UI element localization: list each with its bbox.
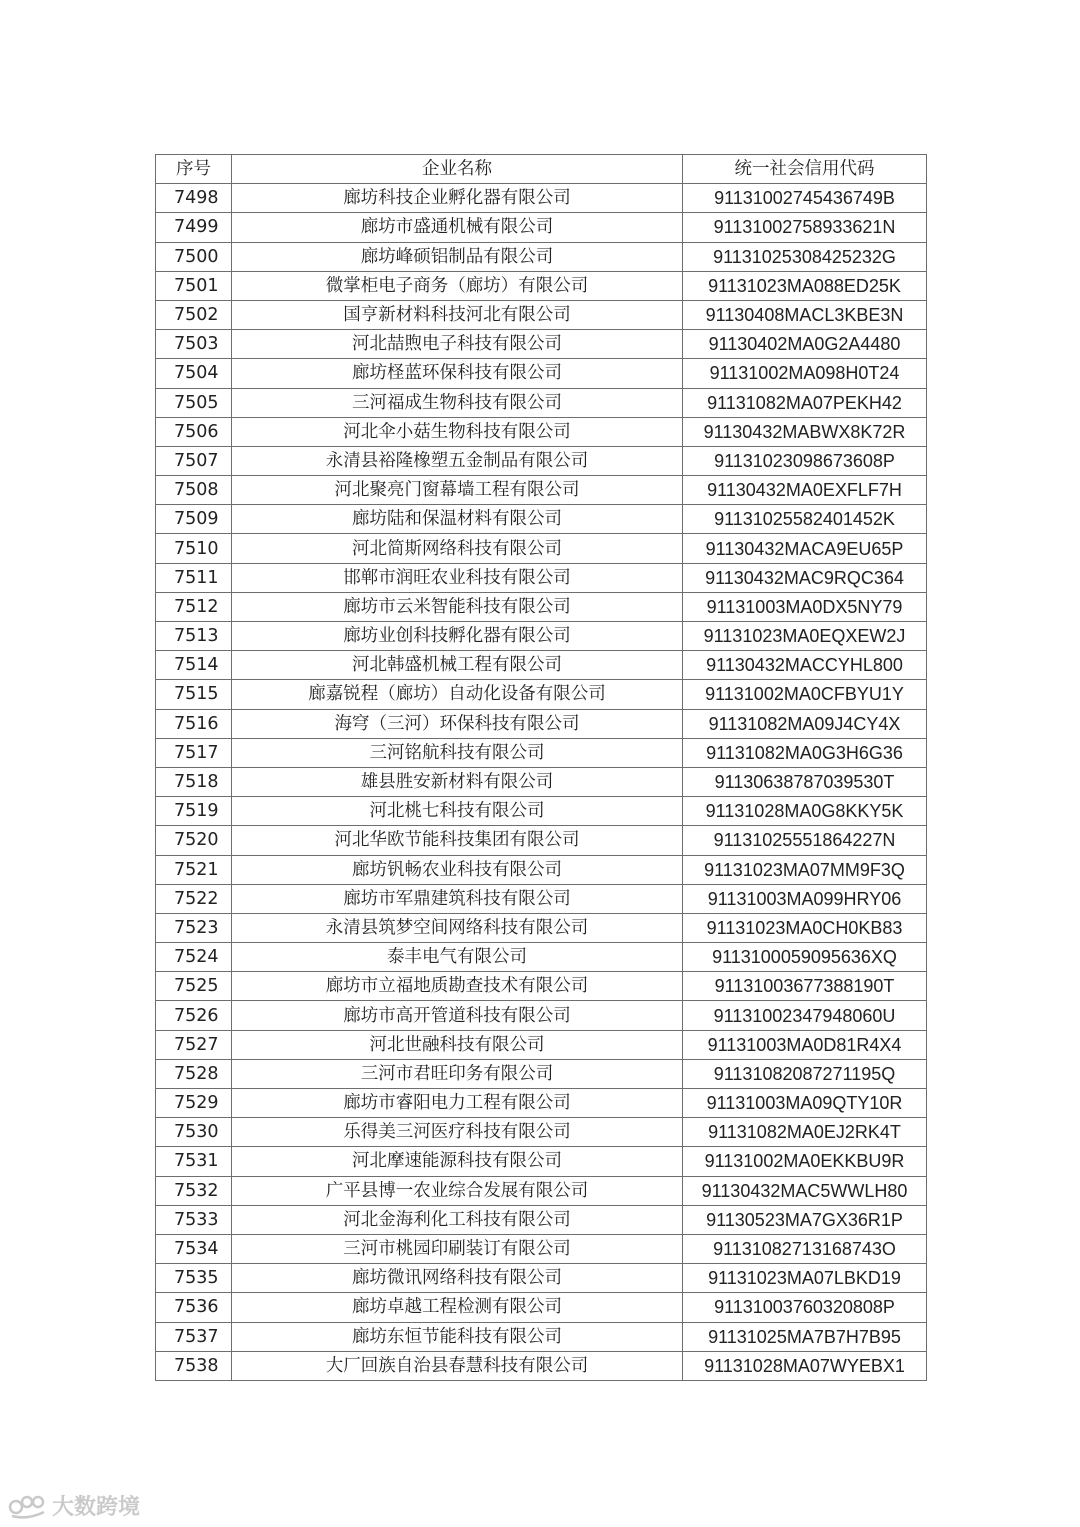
row-seq: 7499	[156, 213, 232, 242]
table-row	[156, 446, 927, 475]
row-company-name: 邯郸市润旺农业科技有限公司	[232, 563, 683, 592]
row-company-name: 河北金海利化工科技有限公司	[232, 1205, 683, 1234]
row-credit-code: 91131002758933621N	[683, 213, 927, 242]
row-company-name: 三河铭航科技有限公司	[232, 738, 683, 767]
row-company-name: 廊坊东恒节能科技有限公司	[232, 1322, 683, 1351]
row-credit-code: 91131003MA099HRY06	[683, 884, 927, 913]
table-row	[156, 651, 927, 680]
row-credit-code: 91131082087271195Q	[683, 1059, 927, 1088]
table-row	[156, 1030, 927, 1059]
row-company-name: 三河市君旺印务有限公司	[232, 1059, 683, 1088]
row-credit-code: 91131002MA098H0T24	[683, 359, 927, 388]
table-row	[156, 1147, 927, 1176]
table-row	[156, 738, 927, 767]
table-header-row	[156, 155, 927, 184]
row-credit-code: 91130432MA0EXFLF7H	[683, 476, 927, 505]
row-company-name: 国亨新材料科技河北有限公司	[232, 300, 683, 329]
table-row	[156, 1001, 927, 1030]
row-credit-code: 91131028MA07WYEBX1	[683, 1351, 927, 1380]
row-company-name: 廊坊业创科技孵化器有限公司	[232, 622, 683, 651]
row-company-name: 廊坊钒畅农业科技有限公司	[232, 855, 683, 884]
row-credit-code: 91131003MA09QTY10R	[683, 1089, 927, 1118]
row-company-name: 雄县胜安新材料有限公司	[232, 767, 683, 796]
row-company-name: 河北世融科技有限公司	[232, 1030, 683, 1059]
row-company-name: 廊坊峰硕铝制品有限公司	[232, 242, 683, 271]
row-credit-code: 91131082MA09J4CY4X	[683, 709, 927, 738]
row-company-name: 大厂回族自治县春慧科技有限公司	[232, 1351, 683, 1380]
row-company-name: 微掌柜电子商务（廊坊）有限公司	[232, 271, 683, 300]
row-company-name: 广平县博一农业综合发展有限公司	[232, 1176, 683, 1205]
row-credit-code: 91131002MA0EKKBU9R	[683, 1147, 927, 1176]
row-company-name: 泰丰电气有限公司	[232, 943, 683, 972]
table-row	[156, 213, 927, 242]
row-seq: 7501	[156, 271, 232, 300]
row-seq: 7509	[156, 505, 232, 534]
row-seq: 7530	[156, 1118, 232, 1147]
row-seq: 7507	[156, 446, 232, 475]
row-seq: 7527	[156, 1030, 232, 1059]
row-credit-code: 91130432MAC9RQC364	[683, 563, 927, 592]
row-seq: 7516	[156, 709, 232, 738]
company-table	[155, 154, 927, 1381]
row-credit-code: 91131003MA0D81R4X4	[683, 1030, 927, 1059]
table-row	[156, 592, 927, 621]
table-row	[156, 1176, 927, 1205]
row-seq: 7531	[156, 1147, 232, 1176]
row-seq: 7498	[156, 184, 232, 213]
row-credit-code: 91131003760320808P	[683, 1293, 927, 1322]
row-seq: 7506	[156, 417, 232, 446]
row-company-name: 永清县裕隆橡塑五金制品有限公司	[232, 446, 683, 475]
row-seq: 7513	[156, 622, 232, 651]
table-row	[156, 709, 927, 738]
row-credit-code: 91130432MACCYHL800	[683, 651, 927, 680]
row-credit-code: 91131002745436749B	[683, 184, 927, 213]
row-credit-code: 91131025308425232G	[683, 242, 927, 271]
row-seq: 7504	[156, 359, 232, 388]
table-row	[156, 1059, 927, 1088]
row-seq: 7524	[156, 943, 232, 972]
row-company-name: 廊坊市立福地质勘查技术有限公司	[232, 972, 683, 1001]
row-company-name: 廊嘉锐程（廊坊）自动化设备有限公司	[232, 680, 683, 709]
row-seq: 7535	[156, 1264, 232, 1293]
table-row	[156, 330, 927, 359]
row-seq: 7537	[156, 1322, 232, 1351]
header-company-name: 企业名称	[232, 155, 683, 184]
row-company-name: 河北伞小菇生物科技有限公司	[232, 417, 683, 446]
table-row	[156, 884, 927, 913]
row-company-name: 海穹（三河）环保科技有限公司	[232, 709, 683, 738]
table-row	[156, 767, 927, 796]
row-credit-code: 91131003677388190T	[683, 972, 927, 1001]
watermark	[8, 1490, 140, 1521]
row-company-name: 廊坊市高开管道科技有限公司	[232, 1001, 683, 1030]
company-table-container	[155, 154, 926, 1381]
table-row	[156, 943, 927, 972]
brand-logo-icon	[8, 1492, 48, 1520]
row-seq: 7522	[156, 884, 232, 913]
row-company-name: 廊坊陆和保温材料有限公司	[232, 505, 683, 534]
table-row	[156, 534, 927, 563]
header-seq: 序号	[156, 155, 232, 184]
watermark-text: 大数跨境	[52, 1495, 141, 1520]
table-row	[156, 855, 927, 884]
row-credit-code: 91131028MA0G8KKY5K	[683, 797, 927, 826]
row-seq: 7526	[156, 1001, 232, 1030]
table-row	[156, 476, 927, 505]
row-seq: 7528	[156, 1059, 232, 1088]
row-company-name: 廊坊市军鼎建筑科技有限公司	[232, 884, 683, 913]
row-company-name: 河北摩速能源科技有限公司	[232, 1147, 683, 1176]
row-credit-code: 91131082MA0G3H6G36	[683, 738, 927, 767]
table-row	[156, 1322, 927, 1351]
row-seq: 7525	[156, 972, 232, 1001]
row-seq: 7538	[156, 1351, 232, 1380]
row-credit-code: 91130432MACA9EU65P	[683, 534, 927, 563]
table-body	[156, 184, 927, 1381]
table-row	[156, 359, 927, 388]
row-seq: 7529	[156, 1089, 232, 1118]
row-credit-code: 91130402MA0G2A4480	[683, 330, 927, 359]
table-row	[156, 417, 927, 446]
row-seq: 7517	[156, 738, 232, 767]
row-credit-code: 91131023MA088ED25K	[683, 271, 927, 300]
row-company-name: 河北桃七科技有限公司	[232, 797, 683, 826]
row-credit-code: 91130432MAC5WWLH80	[683, 1176, 927, 1205]
table-row	[156, 505, 927, 534]
row-seq: 7520	[156, 826, 232, 855]
row-company-name: 三河福成生物科技有限公司	[232, 388, 683, 417]
row-credit-code: 91131023MA07MM9F3Q	[683, 855, 927, 884]
row-seq: 7521	[156, 855, 232, 884]
table-row	[156, 1234, 927, 1263]
table-row	[156, 563, 927, 592]
row-company-name: 廊坊柽蓝环保科技有限公司	[232, 359, 683, 388]
table-row	[156, 300, 927, 329]
row-seq: 7534	[156, 1234, 232, 1263]
row-credit-code: 91131082MA07PEKH42	[683, 388, 927, 417]
table-row	[156, 826, 927, 855]
row-company-name: 永清县筑梦空间网络科技有限公司	[232, 913, 683, 942]
table-row	[156, 1264, 927, 1293]
row-seq: 7523	[156, 913, 232, 942]
table-row	[156, 242, 927, 271]
row-company-name: 三河市桃园印刷装订有限公司	[232, 1234, 683, 1263]
table-row	[156, 680, 927, 709]
row-credit-code: 91131003MA0DX5NY79	[683, 592, 927, 621]
row-seq: 7508	[156, 476, 232, 505]
row-credit-code: 91131002MA0CFBYU1Y	[683, 680, 927, 709]
row-seq: 7512	[156, 592, 232, 621]
row-seq: 7536	[156, 1293, 232, 1322]
row-company-name: 河北韩盛机械工程有限公司	[232, 651, 683, 680]
row-company-name: 廊坊市睿阳电力工程有限公司	[232, 1089, 683, 1118]
row-credit-code: 91131023MA07LBKD19	[683, 1264, 927, 1293]
table-row	[156, 271, 927, 300]
row-company-name: 廊坊市云米智能科技有限公司	[232, 592, 683, 621]
row-seq: 7519	[156, 797, 232, 826]
row-seq: 7510	[156, 534, 232, 563]
row-seq: 7511	[156, 563, 232, 592]
row-seq: 7518	[156, 767, 232, 796]
row-company-name: 廊坊市盛通机械有限公司	[232, 213, 683, 242]
row-seq: 7514	[156, 651, 232, 680]
row-seq: 7533	[156, 1205, 232, 1234]
table-row	[156, 388, 927, 417]
row-credit-code: 91131025582401452K	[683, 505, 927, 534]
table-row	[156, 622, 927, 651]
table-row	[156, 184, 927, 213]
table-row	[156, 1089, 927, 1118]
row-seq: 7502	[156, 300, 232, 329]
row-credit-code: 91130523MA7GX36R1P	[683, 1205, 927, 1234]
row-company-name: 乐得美三河医疗科技有限公司	[232, 1118, 683, 1147]
row-seq: 7503	[156, 330, 232, 359]
row-credit-code: 91131023MA0EQXEW2J	[683, 622, 927, 651]
row-company-name: 廊坊微讯网络科技有限公司	[232, 1264, 683, 1293]
table-row	[156, 1118, 927, 1147]
table-row	[156, 1205, 927, 1234]
table-row	[156, 1293, 927, 1322]
table-row	[156, 972, 927, 1001]
row-credit-code: 91131002347948060U	[683, 1001, 927, 1030]
row-credit-code: 91131082713168743O	[683, 1234, 927, 1263]
row-company-name: 河北喆煦电子科技有限公司	[232, 330, 683, 359]
row-credit-code: 91131023MA0CH0KB83	[683, 913, 927, 942]
row-credit-code: 91130408MACL3KBE3N	[683, 300, 927, 329]
row-credit-code: 91131082MA0EJ2RK4T	[683, 1118, 927, 1147]
row-seq: 7515	[156, 680, 232, 709]
table-row	[156, 1351, 927, 1380]
row-credit-code: 91130638787039530T	[683, 767, 927, 796]
row-seq: 7505	[156, 388, 232, 417]
row-company-name: 河北聚亮门窗幕墙工程有限公司	[232, 476, 683, 505]
row-seq: 7500	[156, 242, 232, 271]
row-credit-code: 91131023098673608P	[683, 446, 927, 475]
row-credit-code: 91130432MABWX8K72R	[683, 417, 927, 446]
row-company-name: 廊坊科技企业孵化器有限公司	[232, 184, 683, 213]
row-company-name: 廊坊卓越工程检测有限公司	[232, 1293, 683, 1322]
row-credit-code: 9113100059095636XQ	[683, 943, 927, 972]
row-credit-code: 91131025MA7B7H7B95	[683, 1322, 927, 1351]
row-company-name: 河北华欧节能科技集团有限公司	[232, 826, 683, 855]
table-row	[156, 913, 927, 942]
row-company-name: 河北简斯网络科技有限公司	[232, 534, 683, 563]
row-seq: 7532	[156, 1176, 232, 1205]
row-credit-code: 91131025551864227N	[683, 826, 927, 855]
table-row	[156, 797, 927, 826]
header-credit-code: 统一社会信用代码	[683, 155, 927, 184]
